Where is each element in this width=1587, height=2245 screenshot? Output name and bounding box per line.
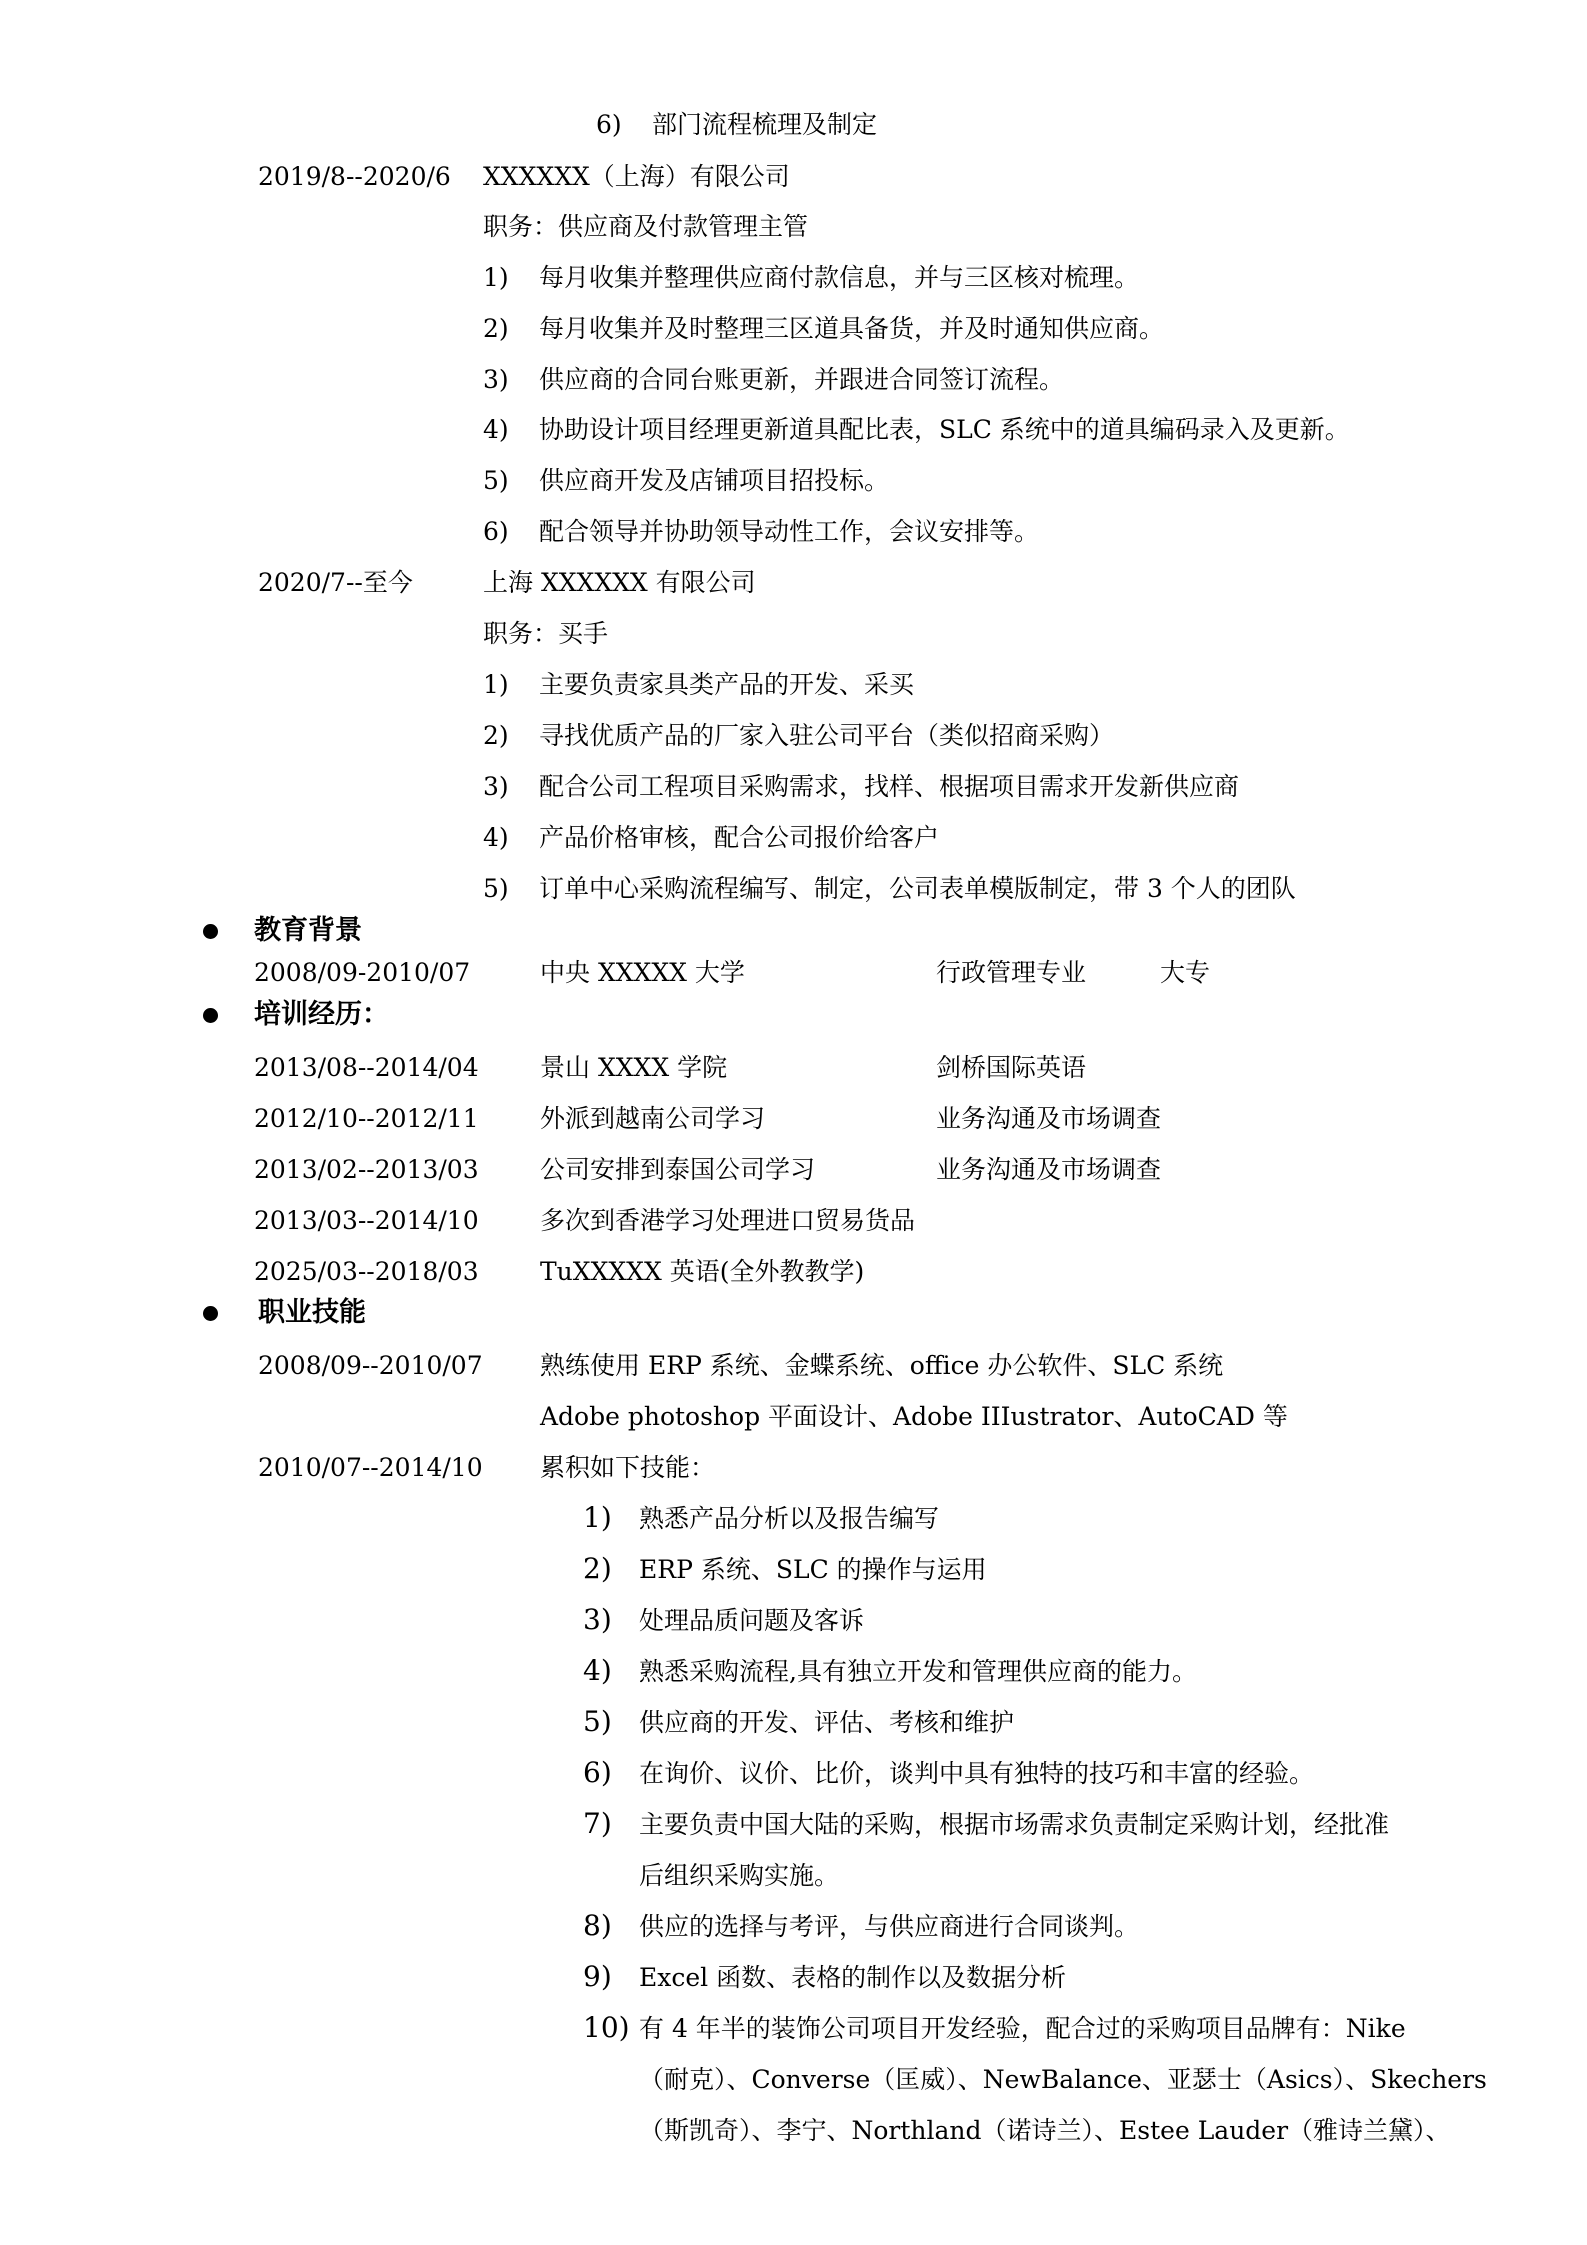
training-place: 公司安排到泰国公司学习: [540, 1155, 816, 1184]
job2-item-num: 4): [483, 823, 509, 852]
job1-item-text: 供应商开发及店铺项目招投标。: [539, 466, 890, 495]
job2-date: 2020/7--至今: [258, 568, 413, 597]
prev-job-item-num: 6): [596, 110, 622, 139]
skill-item-text-cont: （耐克）、Converse（匡威）、NewBalance、亚瑟士（Asics）、Skechers: [639, 2065, 1487, 2094]
skill-item-num: 9): [583, 1960, 612, 1993]
skills-heading: 职业技能: [258, 1297, 366, 1328]
job2-item-num: 1): [483, 670, 509, 699]
skill-item-num: 1): [583, 1501, 612, 1534]
job2-item-text: 主要负责家具类产品的开发、采买: [539, 670, 915, 699]
skill-item-text: 主要负责中国大陆的采购，根据市场需求负责制定采购计划，经批准: [639, 1810, 1390, 1839]
skill-item-text: 在询价、议价、比价，谈判中具有独特的技巧和丰富的经验。: [639, 1759, 1315, 1788]
skill-item-num: 7): [583, 1807, 612, 1840]
training-date: 2013/08--2014/04: [254, 1053, 479, 1082]
training-content: 业务沟通及市场调查: [936, 1155, 1162, 1184]
job2-item-num: 5): [483, 874, 509, 903]
job1-item-num: 5): [483, 466, 509, 495]
training-date: 2013/02--2013/03: [254, 1155, 479, 1184]
skill-item-text: ERP 系统、SLC 的操作与运用: [639, 1555, 987, 1584]
training-place: TuXXXXX 英语(全外教教学): [540, 1257, 865, 1286]
training-heading: 培训经历：: [254, 999, 389, 1030]
skill-item-num: 5): [583, 1705, 612, 1738]
job1-company: XXXXXX（上海）有限公司: [483, 162, 790, 191]
job1-item-num: 1): [483, 263, 509, 292]
education-date: 2008/09-2010/07: [254, 958, 471, 987]
job1-item-num: 6): [483, 517, 509, 546]
bullet-icon: [203, 924, 218, 939]
prev-job-item-text: 部门流程梳理及制定: [652, 110, 878, 139]
job1-item-num: 2): [483, 314, 509, 343]
job2-item-text: 配合公司工程项目采购需求，找样、根据项目需求开发新供应商: [539, 772, 1240, 801]
skill-item-num: 3): [583, 1603, 612, 1636]
training-date: 2013/03--2014/10: [254, 1206, 479, 1235]
job1-item-text: 供应商的合同台账更新，并跟进合同签订流程。: [539, 365, 1065, 394]
job1-item-num: 4): [483, 415, 509, 444]
skill-item-text-cont: 后组织采购实施。: [639, 1861, 840, 1890]
skill-item-text: 有 4 年半的装饰公司项目开发经验，配合过的采购项目品牌有：Nike: [639, 2014, 1406, 2043]
education-heading: 教育背景: [254, 915, 362, 946]
job2-position: 职务：买手: [483, 619, 609, 648]
skills-date: 2010/07--2014/10: [258, 1453, 483, 1482]
skills-line: Adobe photoshop 平面设计、Adobe IIIustrator、AutoCAD 等: [540, 1402, 1288, 1431]
training-place: 景山 XXXX 学院: [540, 1053, 728, 1082]
job2-item-text: 寻找优质产品的厂家入驻公司平台（类似招商采购）: [539, 721, 1115, 750]
training-place: 外派到越南公司学习: [540, 1104, 766, 1133]
skills-date: 2008/09--2010/07: [258, 1351, 483, 1380]
training-date: 2012/10--2012/11: [254, 1104, 479, 1133]
job1-item-text: 协助设计项目经理更新道具配比表，SLC 系统中的道具编码录入及更新。: [539, 415, 1350, 444]
job2-item-text: 订单中心采购流程编写、制定，公司表单模版制定，带 3 个人的团队: [539, 874, 1296, 903]
job1-item-num: 3): [483, 365, 509, 394]
skill-item-text: 熟悉产品分析以及报告编写: [639, 1504, 940, 1533]
skill-item-text-cont: （斯凯奇）、李宁、Northland（诺诗兰）、Estee Lauder（雅诗兰黛）、: [639, 2116, 1451, 2145]
job2-company: 上海 XXXXXX 有限公司: [483, 568, 756, 597]
skills-intro: 累积如下技能：: [540, 1453, 716, 1482]
job1-item-text: 每月收集并及时整理三区道具备货，并及时通知供应商。: [539, 314, 1165, 343]
training-content: 业务沟通及市场调查: [936, 1104, 1162, 1133]
skill-item-text: 熟悉采购流程,具有独立开发和管理供应商的能力。: [639, 1657, 1197, 1686]
job2-item-num: 3): [483, 772, 509, 801]
skill-item-num: 4): [583, 1654, 612, 1687]
training-place: 多次到香港学习处理进口贸易货品: [540, 1206, 916, 1235]
education-major: 行政管理专业: [936, 958, 1087, 987]
skill-item-num: 6): [583, 1756, 612, 1789]
skill-item-text: 处理品质问题及客诉: [639, 1606, 865, 1635]
job1-position: 职务：供应商及付款管理主管: [483, 212, 809, 241]
skills-line: 熟练使用 ERP 系统、金蝶系统、office 办公软件、SLC 系统: [540, 1351, 1224, 1380]
skill-item-num: 10): [583, 2011, 630, 2044]
job1-item-text: 每月收集并整理供应商付款信息，并与三区核对梳理。: [539, 263, 1140, 292]
job1-date: 2019/8--2020/6: [258, 162, 451, 191]
job2-item-num: 2): [483, 721, 509, 750]
skill-item-num: 8): [583, 1909, 612, 1942]
skill-item-text: Excel 函数、表格的制作以及数据分析: [639, 1963, 1067, 1992]
skill-item-num: 2): [583, 1552, 612, 1585]
education-degree: 大专: [1160, 958, 1211, 987]
education-school: 中央 XXXXX 大学: [540, 958, 745, 987]
job2-item-text: 产品价格审核，配合公司报价给客户: [539, 823, 940, 852]
bullet-icon: [203, 1008, 218, 1023]
skill-item-text: 供应商的开发、评估、考核和维护: [639, 1708, 1015, 1737]
training-content: 剑桥国际英语: [936, 1053, 1087, 1082]
training-date: 2025/03--2018/03: [254, 1257, 479, 1286]
job1-item-text: 配合领导并协助领导动性工作，会议安排等。: [539, 517, 1040, 546]
skill-item-text: 供应的选择与考评，与供应商进行合同谈判。: [639, 1912, 1140, 1941]
bullet-icon: [203, 1306, 218, 1321]
